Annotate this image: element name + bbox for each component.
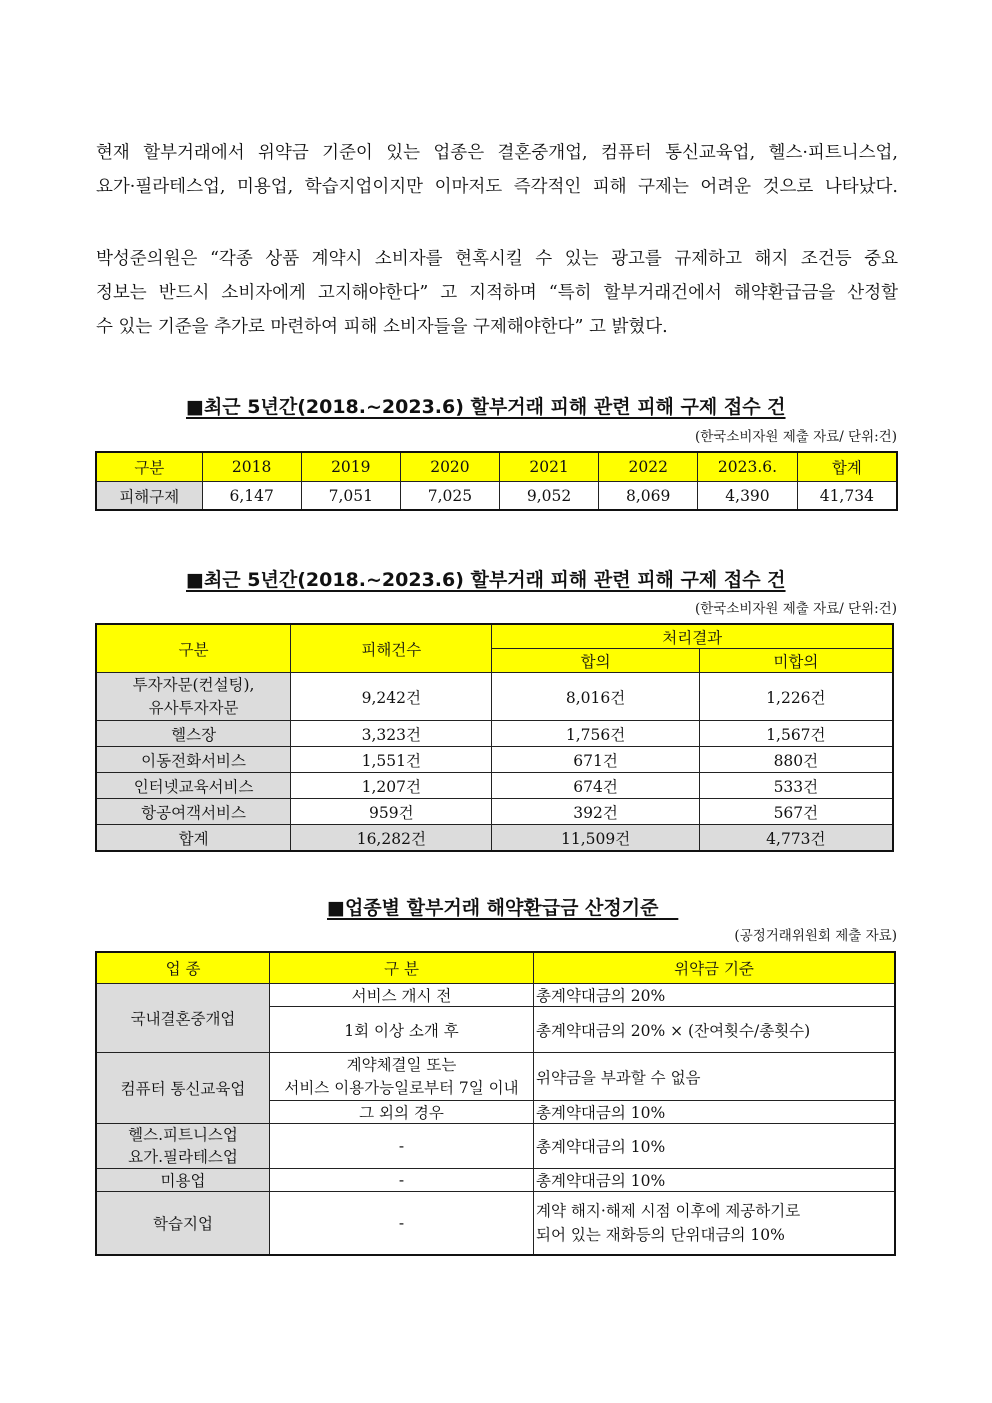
table1-cell: 41,734 — [797, 482, 896, 510]
table2-agree: 8,016건 — [492, 673, 699, 721]
table3-industry: 국내결혼중개업 — [97, 984, 270, 1053]
table1-header: 2019 — [301, 453, 400, 482]
paragraph-2 — [96, 242, 898, 344]
table2-count: 1,207건 — [291, 773, 492, 799]
table3-division: 서비스 개시 전 — [270, 984, 534, 1007]
table1-cell: 4,390 — [698, 482, 797, 510]
table3-division-line: 서비스 이용가능일로부터 7일 이내 — [284, 1078, 519, 1097]
table3-standard: 위약금을 부과할 수 없음 — [534, 1053, 895, 1101]
table2-disagree: 1,226건 — [699, 673, 892, 721]
table2-count: 3,323건 — [291, 721, 492, 747]
table2-source: (한국소비자원 제출 자료/ 단위:건) — [694, 601, 897, 617]
paragraph-line: 정보는 반드시 소비자에게 고지해야한다” 고 지적하며 “특히 할부거래건에서 해약환급금을 산정할 — [96, 283, 898, 303]
table3-division-line: 계약체결일 또는 — [346, 1055, 457, 1074]
table2-header-result: 처리결과 — [492, 625, 893, 649]
table3-industry-line: 헬스.피트니스업 — [128, 1126, 238, 1144]
table2-category-line: 투자자문(컨설팅), — [132, 675, 255, 694]
table2-category: 헬스장 — [97, 721, 291, 747]
table3-header: 업 종 — [97, 953, 270, 984]
table3 — [96, 952, 895, 1255]
table1-header: 2022 — [599, 453, 698, 482]
table1-title: ■최근 5년간(2018.~2023.6) 할부거래 피해 관련 피해 구제 접수 건 — [186, 396, 786, 418]
table3-division: 그 외의 경우 — [270, 1101, 534, 1124]
table3-header: 구 분 — [270, 953, 534, 984]
table2-disagree: 880건 — [699, 747, 892, 773]
table1-header: 2018 — [202, 453, 301, 482]
table2-count: 959건 — [291, 799, 492, 825]
table2-category-line: 유사투자자문 — [148, 698, 239, 717]
table1-cell: 9,052 — [500, 482, 599, 510]
table1-header: 2020 — [400, 453, 499, 482]
table2-agree: 392건 — [492, 799, 699, 825]
table1-cell: 피해구제 — [97, 482, 203, 510]
table2-header-count: 피해건수 — [291, 625, 492, 673]
table2-disagree: 533건 — [699, 773, 892, 799]
table3-industry-line: 요가.필라테스업 — [128, 1148, 238, 1166]
table1-header: 2021 — [500, 453, 599, 482]
table2-category: 이동전화서비스 — [97, 747, 291, 773]
table3-industry — [97, 1124, 270, 1169]
table3-title-text: ■업종별 할부거래 해약환급금 산정기준 — [327, 897, 659, 919]
table3-standard: 총계약대금의 10% — [534, 1101, 895, 1124]
table2-header-category: 구분 — [97, 625, 291, 673]
table2-category: 합계 — [97, 825, 291, 851]
table2-count: 1,551건 — [291, 747, 492, 773]
table3-header: 위약금 기준 — [534, 953, 895, 984]
table1-header: 구분 — [97, 453, 203, 482]
table3-standard — [534, 1192, 895, 1255]
table2-category: 항공여객서비스 — [97, 799, 291, 825]
table2-category: 인터넷교육서비스 — [97, 773, 291, 799]
table1-cell: 6,147 — [202, 482, 301, 510]
table3-standard: 총계약대금의 20% — [534, 984, 895, 1007]
paragraph-1 — [96, 136, 898, 204]
table3-standard: 총계약대금의 20% × (잔여횟수/총횟수) — [534, 1007, 895, 1053]
table3-industry: 미용업 — [97, 1169, 270, 1192]
table3-source: (공정거래위원회 제출 자료) — [734, 928, 897, 944]
table2-header-agree: 합의 — [492, 649, 699, 673]
table3-standard-line: 계약 해지·해제 시점 이후에 제공하기로 — [536, 1202, 801, 1220]
table2-agree: 11,509건 — [492, 825, 699, 851]
table3-division — [270, 1053, 534, 1101]
table3-division: - — [270, 1192, 534, 1255]
table2 — [96, 624, 893, 851]
table2-header-disagree: 미합의 — [699, 649, 892, 673]
table2-count: 9,242건 — [291, 673, 492, 721]
paragraph-line: 요가·필라테스업, 미용업, 학습지업이지만 이마저도 즉각적인 피해 구제는 어려운 것으로 나타났다. — [96, 177, 898, 197]
table2-agree: 671건 — [492, 747, 699, 773]
table2-disagree: 4,773건 — [699, 825, 892, 851]
table3-standard: 총계약대금의 10% — [534, 1169, 895, 1192]
table1-cell: 7,051 — [301, 482, 400, 510]
table1-source: (한국소비자원 제출 자료/ 단위:건) — [694, 429, 897, 445]
table1-cell: 7,025 — [400, 482, 499, 510]
paragraph-line: 박성준의원은 “각종 상품 계약시 소비자를 현혹시킬 수 있는 광고를 규제하고 해지 조건등 중요 — [96, 249, 898, 269]
table2-agree: 674건 — [492, 773, 699, 799]
table2-agree: 1,756건 — [492, 721, 699, 747]
table1 — [96, 452, 897, 510]
table2-category — [97, 673, 291, 721]
table1-header: 합계 — [797, 453, 896, 482]
table2-disagree: 567건 — [699, 799, 892, 825]
table3-industry: 컴퓨터 통신교육업 — [97, 1053, 270, 1124]
table3-title — [327, 893, 678, 920]
table3-standard: 총계약대금의 10% — [534, 1124, 895, 1169]
table3-division: - — [270, 1124, 534, 1169]
table3-division: 1회 이상 소개 후 — [270, 1007, 534, 1053]
table2-disagree: 1,567건 — [699, 721, 892, 747]
paragraph-line: 수 있는 기준을 추가로 마련하여 피해 소비자들을 구제해야한다” 고 밝혔다. — [96, 317, 668, 337]
table3-standard-line: 되어 있는 재화등의 단위대금의 10% — [536, 1226, 785, 1244]
table3-industry: 학습지업 — [97, 1192, 270, 1255]
table2-title: ■최근 5년간(2018.~2023.6) 할부거래 피해 관련 피해 구제 접수 건 — [186, 569, 786, 591]
paragraph-line: 현재 할부거래에서 위약금 기준이 있는 업종은 결혼중개업, 컴퓨터 통신교육업, 헬스·피트니스업, — [96, 143, 898, 163]
table1-cell: 8,069 — [599, 482, 698, 510]
table1-header: 2023.6. — [698, 453, 797, 482]
table2-count: 16,282건 — [291, 825, 492, 851]
table3-division: - — [270, 1169, 534, 1192]
